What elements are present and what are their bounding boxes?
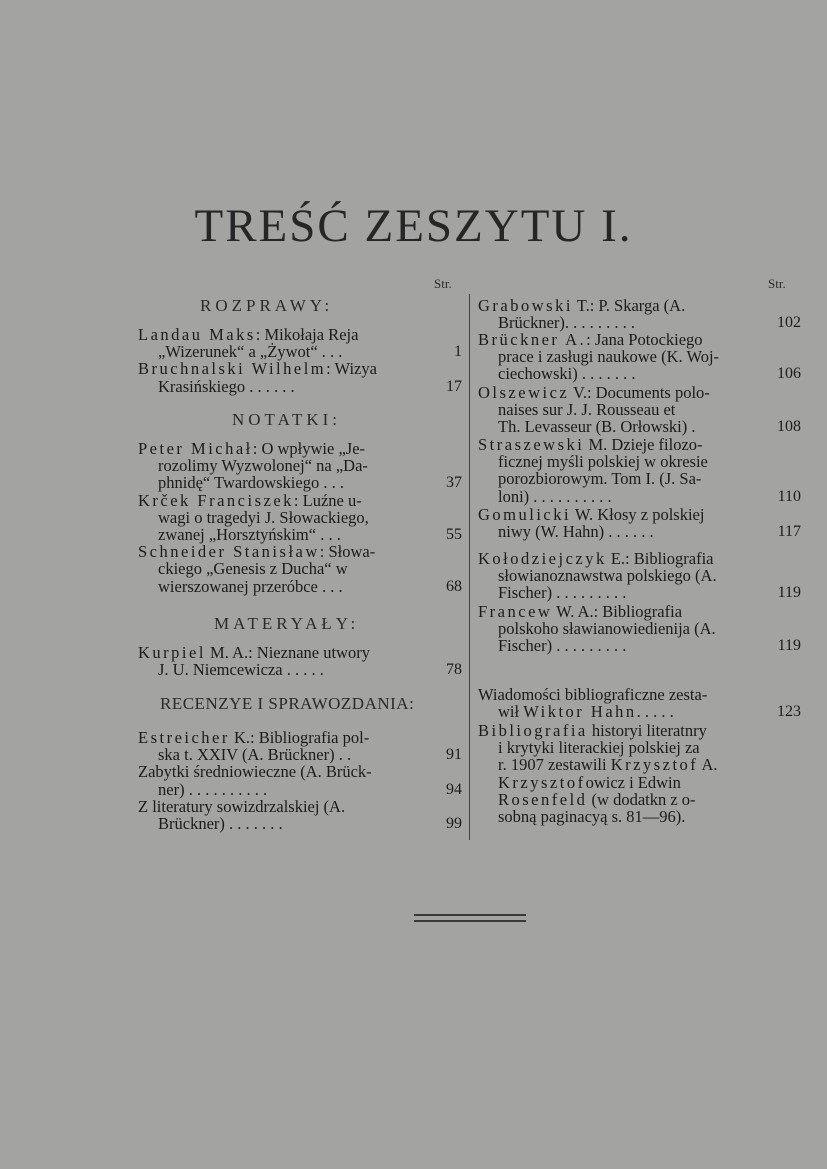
page-number: 94 (446, 780, 462, 798)
entry-line: ner) . . . . . . . . . . (158, 779, 268, 799)
entry-line: Bruchnalski Wilhelm: Wizya (138, 359, 377, 379)
author-name: Brückner A. (478, 330, 587, 349)
page-number: 78 (446, 661, 462, 679)
author-name: Bibliografia (478, 721, 588, 740)
author-name: Schneider Stanisław (138, 542, 320, 562)
entry-line: Bibliografia historyi literatnry (478, 721, 707, 740)
entry-line: wił Wiktor Hahn. . . . . (498, 702, 674, 722)
entry-line: Brückner) . . . . . . . (158, 814, 283, 833)
author-name: Gomulicki (478, 505, 572, 524)
page-title: TREŚĆ ZESZYTU I. (194, 200, 633, 252)
entry-line: prace i zasługi naukowe (K. Woj- (498, 347, 720, 367)
author-name: Estreicher (138, 728, 230, 747)
section-heading: NOTATKI: (232, 410, 342, 429)
entry-line: ciechowski) . . . . . . . (498, 364, 636, 384)
entry-line: loni) . . . . . . . . . . (498, 486, 612, 506)
entry-line: Gomulicki W. Kłosy z polskiej (478, 505, 705, 524)
entry-line: Schneider Stanisław: Słowa- (138, 542, 376, 562)
author-name: Krček Franciszek (138, 490, 294, 510)
entry-line: Th. Levasseur (B. Orłowski) . (498, 417, 696, 437)
page-number: 99 (446, 815, 462, 832)
entry-line: Straszewski M. Dzieje filozo- (478, 435, 703, 454)
page-number: 119 (777, 637, 801, 655)
entry-line: Krasińskiego . . . . . . (158, 376, 295, 396)
entry-line: Rosenfeld (w dodatkn z o- (498, 789, 696, 809)
entry-line: sobną paginacyą s. 81—96). (498, 807, 686, 826)
page-number: 91 (446, 746, 462, 764)
page-number: 106 (777, 365, 801, 383)
entry-line: J. U. Niemcewicza . . . . . (158, 660, 324, 680)
column-divider (469, 294, 470, 840)
entry-line: słowianoznawstwa polskiego (A. (498, 566, 717, 586)
author-name: Grabowski (478, 296, 573, 315)
entry-line: wierszowanej przeróbce . . . (158, 576, 343, 596)
entry-line: rozolimy Wyzwolonej“ na „Da- (158, 456, 368, 476)
page-number: 117 (777, 523, 801, 541)
entry-line: Krzysztofowicz i Edwin (498, 772, 681, 792)
entry-line: ska t. XXIV (A. Brückner) . . (158, 745, 352, 765)
page-number: 110 (777, 487, 801, 505)
entry-line: Wiadomości bibliograficzne zesta- (478, 685, 708, 704)
entry-line: Francew W. A.: Bibliografia (478, 602, 683, 621)
author-name: Wiktor Hahn (523, 702, 637, 722)
author-name: Landau Maks (138, 325, 256, 344)
entry-line: Z literatury sowizdrzalskiej (A. (138, 796, 346, 816)
page-number: 119 (777, 584, 801, 602)
entry-line: zwanej „Horsztyńskim“ . . . (158, 525, 341, 544)
author-name: Krzysztof (498, 772, 586, 792)
author-name: Olszewicz (478, 383, 570, 402)
page-number: 123 (777, 703, 801, 721)
page-number: 102 (777, 314, 801, 332)
entry-line: Kurpiel M. A.: Nieznane utwory (138, 643, 370, 662)
page-column-label: Str. (434, 276, 452, 291)
entry-line: porozbiorowym. Tom I. (J. Sa- (498, 469, 702, 489)
author-name: Straszewski (478, 435, 585, 454)
entry-line: Brückner). . . . . . . . . (498, 313, 636, 333)
section-heading: MATERYAŁY: (214, 614, 360, 633)
closing-rule-bottom (414, 920, 526, 922)
page-number: 37 (446, 474, 462, 492)
entry-line: Krček Franciszek: Luźne u- (138, 490, 362, 510)
entry-line: r. 1907 zestawili Krzysztof A. (498, 755, 718, 775)
page-number: 55 (446, 526, 462, 543)
entry-line: ficznej myśli polskiej w okresie (498, 452, 708, 472)
entry-line: Landau Maks: Mikołaja Reja (138, 325, 359, 344)
page-number: 108 (777, 418, 801, 436)
entry-line: niwy (W. Hahn) . . . . . . (498, 522, 654, 542)
entry-line: polskoho sławianowiedienija (A. (498, 619, 716, 639)
page-column-label: Str. (768, 276, 786, 291)
entry-line: Olszewicz V.: Documents polo- (478, 383, 710, 402)
page-number: 68 (446, 577, 462, 595)
entry-line: Fischer) . . . . . . . . . (498, 636, 627, 656)
author-name: Peter Michał (138, 439, 253, 458)
entry-line: Kołodziejczyk E.: Bibliografia (478, 549, 714, 568)
section-heading: RECENZYE I SPRAWOZDANIA: (160, 694, 415, 713)
author-name: Rosenfeld (498, 789, 588, 809)
entry-line: naises sur J. J. Rousseau et (498, 400, 676, 420)
author-name: Kołodziejczyk (478, 549, 607, 568)
page-number: 17 (446, 377, 462, 395)
entry-line: phnidę“ Twardowskiego . . . (158, 473, 344, 493)
entry-line: ckiego „Genesis z Ducha“ w (158, 559, 348, 579)
closing-rule-top (414, 914, 526, 916)
page-number: 1 (454, 343, 462, 361)
entry-line: Zabytki średniowieczne (A. Brück- (138, 762, 372, 782)
author-name: Bruchnalski Wilhelm (138, 359, 327, 379)
entry-line: Grabowski T.: P. Skarga (A. (478, 296, 686, 315)
entry-line: Brückner A.: Jana Potockiego (478, 330, 703, 349)
entry-line: Peter Michał: O wpływie „Je- (138, 439, 366, 458)
entry-line: i krytyki literackiej polskiej za (498, 738, 700, 758)
author-name: Francew (478, 602, 553, 621)
entry-line: wagi o tragedyi J. Słowackiego, (158, 507, 369, 527)
entry-line: Estreicher K.: Bibliografia pol- (138, 728, 370, 747)
entry-line: Fischer) . . . . . . . . . (498, 583, 627, 603)
section-heading: ROZPRAWY: (200, 296, 334, 315)
author-name: Kurpiel (138, 643, 206, 662)
entry-line: „Wizerunek“ a „Żywot“ . . . (158, 342, 343, 362)
author-name: Krzysztof (610, 755, 699, 775)
